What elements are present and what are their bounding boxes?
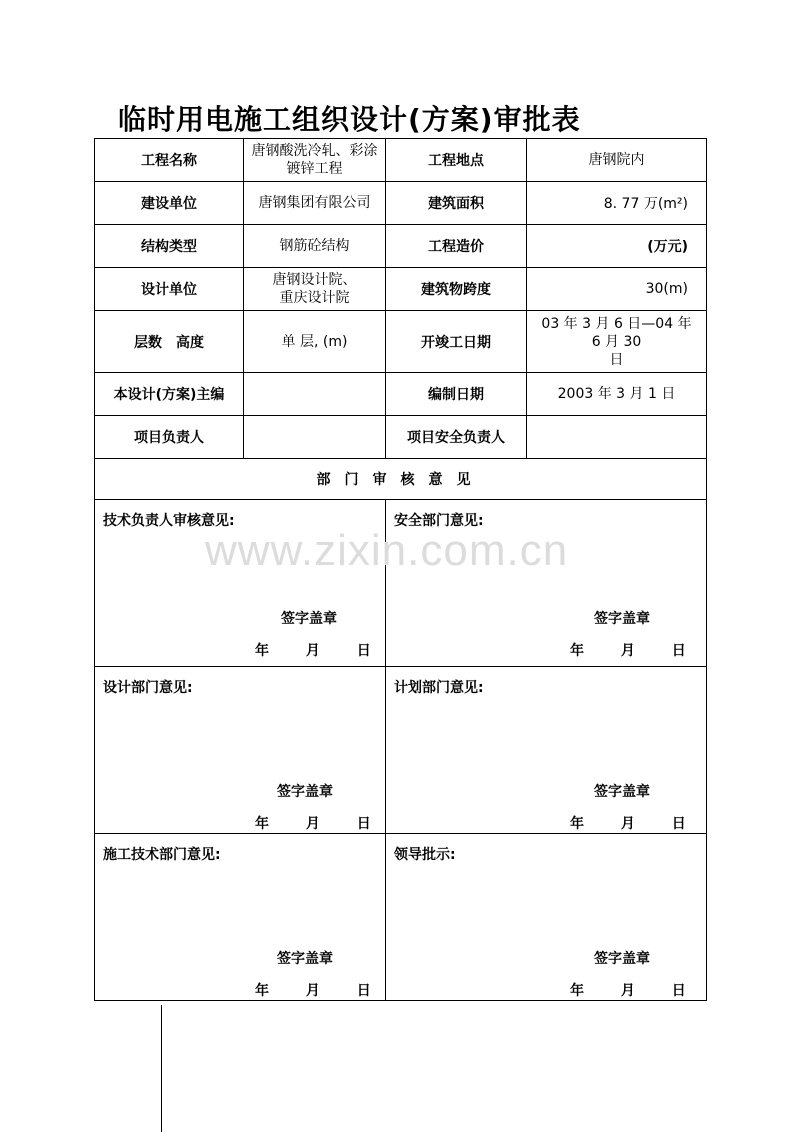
table-row	[95, 268, 707, 311]
watermark: www.zixin.com.cn	[205, 526, 569, 575]
date-line	[570, 980, 686, 1000]
table-row	[95, 311, 707, 373]
day-label: 日	[356, 643, 371, 659]
opinion-leadership[interactable]	[386, 834, 707, 1001]
table-row	[95, 225, 707, 268]
cost-label: 工程造价	[386, 225, 527, 268]
signature-label: 签字盖章	[594, 784, 650, 800]
table-row	[95, 459, 707, 500]
year-label: 年	[255, 983, 269, 999]
signature-label: 签字盖章	[281, 611, 337, 627]
area-value: 8. 77 万(m²)	[527, 182, 707, 225]
builder-value: 唐钢集团有限公司	[244, 182, 386, 225]
signature-label: 签字盖章	[277, 784, 333, 800]
designer-value	[244, 268, 386, 311]
day-label: 日	[671, 816, 686, 832]
editor-value[interactable]	[244, 373, 386, 416]
year-label: 年	[570, 983, 584, 999]
month-label: 月	[620, 643, 635, 659]
year-label: 年	[570, 816, 584, 832]
floors-value: 单 层, (m)	[244, 311, 386, 373]
designer-line-2: 重庆设计院	[279, 290, 350, 306]
structure-value: 钢筋砼结构	[244, 225, 386, 268]
date-line	[255, 980, 371, 1000]
table-row	[95, 500, 707, 667]
date-line	[255, 813, 371, 833]
table-row	[95, 416, 707, 459]
project-location-value: 唐钢院内	[527, 139, 707, 182]
opinion-title: 设计部门意见:	[103, 680, 193, 696]
pm-value[interactable]	[244, 416, 386, 459]
margin-line	[161, 1005, 162, 1132]
span-value: 30(m)	[527, 268, 707, 311]
month-label: 月	[305, 983, 320, 999]
project-name-line-2: 镀锌工程	[286, 161, 343, 177]
page-title: 临时用电施工组织设计(方案)审批表	[118, 103, 581, 136]
cost-value: (万元)	[527, 225, 707, 268]
signature-label: 签字盖章	[277, 951, 333, 967]
project-name-label: 工程名称	[95, 139, 244, 182]
date-line	[255, 640, 371, 660]
dates-label: 开竣工日期	[386, 311, 527, 373]
opinion-title: 计划部门意见:	[394, 680, 484, 696]
signature-label: 签字盖章	[594, 611, 650, 627]
day-label: 日	[671, 643, 686, 659]
opinion-title: 施工技术部门意见:	[103, 847, 221, 863]
table-row	[95, 667, 707, 834]
project-name-value	[244, 139, 386, 182]
safety-pm-value[interactable]	[527, 416, 707, 459]
dates-line-2: 6 月 30	[591, 333, 642, 350]
table-row	[95, 373, 707, 416]
designer-line-1: 唐钢设计院、	[272, 272, 357, 288]
opinion-design-dept[interactable]	[95, 667, 386, 834]
review-header: 部门审核意见	[95, 459, 707, 500]
project-name-line-1: 唐钢酸洗冷轧、彩涂	[251, 143, 378, 159]
area-label: 建筑面积	[386, 182, 527, 225]
month-label: 月	[305, 643, 320, 659]
day-label: 日	[356, 816, 371, 832]
opinion-construction-tech-dept[interactable]	[95, 834, 386, 1001]
floors-label: 层数 高度	[95, 311, 244, 373]
dates-value	[527, 311, 707, 373]
date-line	[570, 640, 686, 660]
dates-line-3: 日	[609, 351, 624, 368]
opinion-title: 安全部门意见:	[394, 513, 484, 529]
table-row	[95, 182, 707, 225]
month-label: 月	[305, 816, 320, 832]
opinion-technical-lead[interactable]	[95, 500, 386, 667]
opinion-planning-dept[interactable]	[386, 667, 707, 834]
compile-date-value: 2003 年 3 月 1 日	[527, 373, 707, 416]
opinion-safety-dept[interactable]	[386, 500, 707, 667]
pm-label: 项目负责人	[95, 416, 244, 459]
span-label: 建筑物跨度	[386, 268, 527, 311]
month-label: 月	[620, 983, 635, 999]
year-label: 年	[255, 816, 269, 832]
project-location-label: 工程地点	[386, 139, 527, 182]
day-label: 日	[356, 983, 371, 999]
signature-label: 签字盖章	[594, 951, 650, 967]
date-line	[570, 813, 686, 833]
builder-label: 建设单位	[95, 182, 244, 225]
editor-label: 本设计(方案)主编	[95, 373, 244, 416]
dates-line-1: 03 年 3 月 6 日—04 年	[541, 315, 692, 332]
year-label: 年	[255, 643, 269, 659]
designer-label: 设计单位	[95, 268, 244, 311]
year-label: 年	[570, 643, 584, 659]
safety-pm-label: 项目安全负责人	[386, 416, 527, 459]
day-label: 日	[671, 983, 686, 999]
structure-label: 结构类型	[95, 225, 244, 268]
table-row	[95, 139, 707, 182]
table-row	[95, 834, 707, 1001]
month-label: 月	[620, 816, 635, 832]
opinion-title: 领导批示:	[394, 847, 456, 863]
compile-date-label: 编制日期	[386, 373, 527, 416]
opinion-title: 技术负责人审核意见:	[103, 513, 235, 529]
